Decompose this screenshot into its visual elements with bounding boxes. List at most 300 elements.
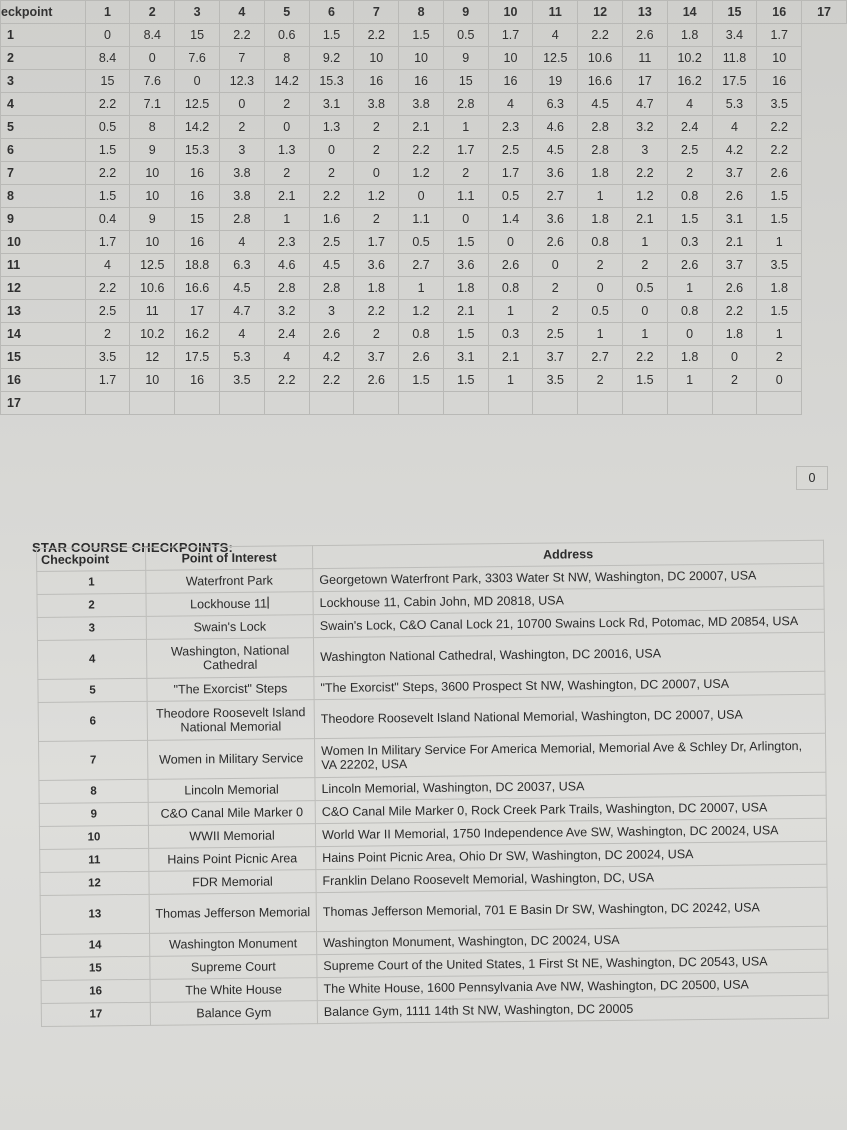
matrix-cell: [443, 392, 488, 415]
matrix-cell: 8.4: [85, 47, 130, 70]
matrix-cell: 2.1: [712, 231, 757, 254]
checkpoint-number: 1: [37, 570, 146, 594]
matrix-cell: 10.6: [578, 47, 623, 70]
matrix-cell: 1.5: [443, 369, 488, 392]
poi-column-header: Point of Interest: [145, 546, 312, 571]
matrix-cell: 0: [533, 254, 578, 277]
checkpoint-address: Washington Monument, Washington, DC 20024, USA: [317, 926, 828, 954]
matrix-row: [1, 369, 847, 392]
matrix-cell: 2.2: [757, 139, 802, 162]
matrix-cell: 1: [488, 300, 533, 323]
matrix-cell: 2: [667, 162, 712, 185]
checkpoint-number: 6: [38, 701, 147, 741]
matrix-cell: 1.8: [578, 162, 623, 185]
matrix-cell: 8.4: [130, 24, 175, 47]
matrix-cell: 1.8: [667, 346, 712, 369]
checkpoint-number: 14: [41, 933, 150, 957]
matrix-cell: 3: [220, 139, 265, 162]
matrix-row-label: 3: [1, 70, 86, 93]
matrix-cell: 0: [488, 231, 533, 254]
matrix-col-header: 7: [354, 1, 399, 24]
matrix-cell: 5.3: [712, 93, 757, 116]
checkpoint-address: Washington National Cathedral, Washington, DC 20016, USA: [313, 632, 824, 676]
matrix-cell: 1.5: [667, 208, 712, 231]
matrix-row-label: 16: [1, 369, 86, 392]
matrix-cell: [175, 392, 220, 415]
matrix-cell: 16.2: [175, 323, 220, 346]
matrix-cell: 2.3: [488, 116, 533, 139]
checkpoint-address: Lincoln Memorial, Washington, DC 20037, USA: [315, 772, 826, 800]
checkpoint-number: 9: [39, 802, 148, 826]
matrix-cell: 0.4: [85, 208, 130, 231]
matrix-cell: 2: [533, 277, 578, 300]
matrix-cell: 9.2: [309, 47, 354, 70]
matrix-cell: 14.2: [264, 70, 309, 93]
matrix-cell: 2: [623, 254, 668, 277]
matrix-cell: 1: [264, 208, 309, 231]
matrix-cell: 0: [264, 116, 309, 139]
matrix-row-label: 15: [1, 346, 86, 369]
checkpoint-number: 10: [39, 825, 148, 849]
matrix-cell: 4: [264, 346, 309, 369]
matrix-cell: 11: [130, 300, 175, 323]
matrix-cell: 2.1: [488, 346, 533, 369]
matrix-cell: 0: [130, 47, 175, 70]
matrix-col-header: 13: [623, 1, 668, 24]
matrix-cell: 12: [130, 346, 175, 369]
matrix-cell: 10: [130, 162, 175, 185]
matrix-col-header: 17: [802, 1, 847, 24]
checkpoints-table: [36, 540, 829, 1027]
matrix-cell: 2: [309, 162, 354, 185]
matrix-cell: 5.3: [220, 346, 265, 369]
matrix-cell: 2: [354, 323, 399, 346]
matrix-cell: 4: [712, 116, 757, 139]
matrix-cell: 1.7: [757, 24, 802, 47]
matrix-cell: 16: [175, 369, 220, 392]
matrix-cell: 16.6: [578, 70, 623, 93]
matrix-cell: 4.7: [220, 300, 265, 323]
matrix-cell: 3.1: [309, 93, 354, 116]
matrix-cell: 4.5: [309, 254, 354, 277]
matrix-cell: 1.7: [354, 231, 399, 254]
checkpoint-poi: Women in Military Service: [148, 739, 315, 780]
matrix-cell: 3.2: [264, 300, 309, 323]
matrix-cell: 2.8: [220, 208, 265, 231]
matrix-cell: 1.8: [443, 277, 488, 300]
matrix-row: [1, 116, 847, 139]
matrix-cell: 3.8: [220, 162, 265, 185]
checkpoint-number: 7: [39, 740, 148, 780]
checkpoint-poi: Washington, National Cathedral: [146, 638, 313, 679]
matrix-cell: 1.5: [85, 185, 130, 208]
matrix-cell: 10: [488, 47, 533, 70]
checkpoints-title: STAR COURSE CHECKPOINTS:: [32, 540, 234, 555]
matrix-col-header: 16: [757, 1, 802, 24]
matrix-row: [1, 346, 847, 369]
matrix-cell: 3: [309, 300, 354, 323]
checkpoint-address: Theodore Roosevelt Island National Memorial, Washington, DC 20007, USA: [314, 694, 825, 738]
matrix-row: [1, 185, 847, 208]
matrix-col-header: 9: [443, 1, 488, 24]
matrix-cell: 2: [354, 116, 399, 139]
matrix-cell: 0: [85, 24, 130, 47]
matrix-cell: 2.6: [399, 346, 444, 369]
matrix-cell: 2.8: [264, 277, 309, 300]
matrix-cell: 1.3: [264, 139, 309, 162]
matrix-cell: 1.7: [443, 139, 488, 162]
matrix-cell: 15: [175, 24, 220, 47]
matrix-cell: 3.6: [533, 208, 578, 231]
matrix-col-header: 14: [667, 1, 712, 24]
checkpoint-poi: FDR Memorial: [149, 870, 316, 895]
checkpoint-column-header: Checkpoint: [37, 547, 146, 571]
matrix-cell: 0.5: [578, 300, 623, 323]
matrix-cell: 2: [264, 162, 309, 185]
checkpoint-poi: Lincoln Memorial: [148, 778, 315, 803]
matrix-cell: 1.7: [488, 24, 533, 47]
matrix-cell: 14.2: [175, 116, 220, 139]
matrix-cell: 0: [712, 346, 757, 369]
checkpoint-address: C&O Canal Mile Marker 0, Rock Creek Park Trails, Washington, DC 20007, USA: [315, 795, 826, 823]
matrix-cell: 1.8: [757, 277, 802, 300]
matrix-cell: 1: [757, 323, 802, 346]
checkpoint-number: 3: [37, 616, 146, 640]
matrix-cell: 0.3: [488, 323, 533, 346]
matrix-col-header: 3: [175, 1, 220, 24]
matrix-cell: 3.7: [533, 346, 578, 369]
matrix-cell: 1.2: [354, 185, 399, 208]
matrix-cell: 9: [443, 47, 488, 70]
checkpoint-number: 5: [38, 678, 147, 702]
matrix-row-label: 1: [1, 24, 86, 47]
matrix-cell: 1.7: [85, 369, 130, 392]
matrix-cell: 1.5: [757, 185, 802, 208]
matrix-cell: 2.1: [623, 208, 668, 231]
matrix-cell: 10: [130, 185, 175, 208]
matrix-row-label: 5: [1, 116, 86, 139]
matrix-cell: 3.1: [443, 346, 488, 369]
matrix-row-label: 10: [1, 231, 86, 254]
matrix-cell: 1: [399, 277, 444, 300]
matrix-row-label: 2: [1, 47, 86, 70]
matrix-cell: 2.8: [578, 139, 623, 162]
matrix-row: [1, 47, 847, 70]
matrix-cell: 2: [443, 162, 488, 185]
matrix-cell: 2.2: [264, 369, 309, 392]
matrix-corner-label: eckpoint: [1, 1, 86, 24]
matrix-cell: 2: [757, 346, 802, 369]
checkpoint-poi: Thomas Jefferson Memorial: [149, 893, 316, 934]
matrix-cell: 2: [712, 369, 757, 392]
matrix-cell: 0.8: [578, 231, 623, 254]
matrix-cell: 2.1: [399, 116, 444, 139]
matrix-cell: 2.2: [354, 24, 399, 47]
matrix-row-label: 6: [1, 139, 86, 162]
matrix-cell: 15.3: [175, 139, 220, 162]
matrix-cell: 3.8: [399, 93, 444, 116]
checkpoint-address: Lockhouse 11, Cabin John, MD 20818, USA: [313, 586, 824, 614]
matrix-cell: 7.6: [175, 47, 220, 70]
checkpoint-address: World War II Memorial, 1750 Independence Ave SW, Washington, DC 20024, USA: [315, 818, 826, 846]
matrix-cell: [130, 392, 175, 415]
matrix-cell: 3.1: [712, 208, 757, 231]
matrix-cell: 4.6: [264, 254, 309, 277]
matrix-cell: 2: [578, 369, 623, 392]
checkpoint-poi: Theodore Roosevelt Island National Memorial: [147, 700, 314, 741]
matrix-cell: 0: [175, 70, 220, 93]
matrix-cell: 7.1: [130, 93, 175, 116]
matrix-cell: 2.6: [667, 254, 712, 277]
matrix-cell: 1.1: [443, 185, 488, 208]
matrix-header-row: [1, 1, 847, 24]
checkpoint-poi: Lockhouse 11: [146, 592, 313, 617]
matrix-cell: 2.6: [533, 231, 578, 254]
matrix-cell: 4: [667, 93, 712, 116]
matrix-cell: 1.5: [757, 208, 802, 231]
checkpoint-poi: Waterfront Park: [146, 569, 313, 594]
matrix-cell: 1.3: [309, 116, 354, 139]
matrix-cell: 2: [533, 300, 578, 323]
matrix-cell: 1: [488, 369, 533, 392]
matrix-cell: 2: [85, 323, 130, 346]
matrix-cell: 1.1: [399, 208, 444, 231]
matrix-row: [1, 300, 847, 323]
matrix-cell: 4: [220, 323, 265, 346]
matrix-cell: 4.6: [533, 116, 578, 139]
checkpoint-address: Balance Gym, 1111 14th St NW, Washington, DC 20005: [317, 995, 828, 1023]
matrix-cell: 2.2: [623, 346, 668, 369]
matrix-cell: 11: [623, 47, 668, 70]
matrix-cell: 2: [354, 139, 399, 162]
matrix-cell: 10: [399, 47, 444, 70]
matrix-cell: 2.6: [712, 277, 757, 300]
matrix-cell: 2.5: [667, 139, 712, 162]
matrix-cell: 2.7: [399, 254, 444, 277]
matrix-cell: 6.3: [220, 254, 265, 277]
matrix-cell: 10.2: [130, 323, 175, 346]
matrix-cell: 2: [264, 93, 309, 116]
matrix-cell: 17: [175, 300, 220, 323]
matrix-cell: 10: [130, 231, 175, 254]
matrix-col-header: 1: [85, 1, 130, 24]
matrix-cell: 3.5: [85, 346, 130, 369]
matrix-row: [1, 139, 847, 162]
matrix-cell: 4: [220, 231, 265, 254]
matrix-cell: 2.6: [309, 323, 354, 346]
matrix-cell: 1.6: [309, 208, 354, 231]
checkpoint-poi: Swain's Lock: [146, 615, 313, 640]
matrix-cell: 1.5: [85, 139, 130, 162]
text-cursor: [268, 597, 269, 609]
matrix-cell: 4: [85, 254, 130, 277]
matrix-cell: 0: [578, 277, 623, 300]
matrix-cell: 2.8: [443, 93, 488, 116]
matrix-col-header: 4: [220, 1, 265, 24]
matrix-cell: 2.2: [354, 300, 399, 323]
matrix-cell: 1.7: [85, 231, 130, 254]
matrix-cell: 2.6: [623, 24, 668, 47]
matrix-cell: 2.4: [264, 323, 309, 346]
matrix-cell: 3.6: [354, 254, 399, 277]
checkpoint-number: 11: [40, 848, 149, 872]
matrix-cell: 4: [533, 24, 578, 47]
matrix-cell: 0.6: [264, 24, 309, 47]
matrix-cell: 15: [443, 70, 488, 93]
matrix-cell: 0: [309, 139, 354, 162]
checkpoint-number: 4: [37, 639, 146, 679]
matrix-row: [1, 323, 847, 346]
matrix-col-header: 6: [309, 1, 354, 24]
matrix-cell: 1.5: [399, 24, 444, 47]
matrix-cell: [578, 392, 623, 415]
matrix-cell: 1: [667, 277, 712, 300]
checkpoint-number: 13: [40, 894, 149, 934]
matrix-cell: [264, 392, 309, 415]
matrix-cell: [757, 392, 802, 415]
matrix-cell: 10.6: [130, 277, 175, 300]
matrix-cell: 2.2: [623, 162, 668, 185]
matrix-col-header: 11: [533, 1, 578, 24]
matrix-cell: 6.3: [533, 93, 578, 116]
matrix-cell: 2.6: [757, 162, 802, 185]
checkpoint-address: Georgetown Waterfront Park, 3303 Water St NW, Washington, DC 20007, USA: [313, 563, 824, 591]
matrix-cell: 16.2: [667, 70, 712, 93]
matrix-row: [1, 392, 847, 415]
checkpoint-poi: "The Exorcist" Steps: [147, 677, 314, 702]
matrix-cell: 7: [220, 47, 265, 70]
matrix-cell: 0.8: [667, 300, 712, 323]
checkpoint-address: Supreme Court of the United States, 1 First St NE, Washington, DC 20543, USA: [317, 949, 828, 977]
matrix-row: [1, 277, 847, 300]
matrix-cell: 2.2: [712, 300, 757, 323]
matrix-cell: 1: [623, 231, 668, 254]
matrix-cell: [667, 392, 712, 415]
matrix-cell: 10.2: [667, 47, 712, 70]
matrix-cell: 3.5: [220, 369, 265, 392]
matrix-row-label: 13: [1, 300, 86, 323]
matrix-cell: 2.1: [264, 185, 309, 208]
matrix-cell: 0: [623, 300, 668, 323]
matrix-col-header: 10: [488, 1, 533, 24]
matrix-cell: 11.8: [712, 47, 757, 70]
matrix-cell: [488, 392, 533, 415]
matrix-cell: 1.5: [623, 369, 668, 392]
matrix-cell: 3.8: [220, 185, 265, 208]
matrix-cell: 2.2: [309, 185, 354, 208]
matrix-cell: 1.2: [399, 162, 444, 185]
checkpoint-number: 12: [40, 871, 149, 895]
matrix-cell: 18.8: [175, 254, 220, 277]
matrix-row-label: 8: [1, 185, 86, 208]
matrix-cell: 0.5: [399, 231, 444, 254]
distance-matrix: [0, 0, 847, 415]
matrix-cell: 1: [757, 231, 802, 254]
matrix-cell: [309, 392, 354, 415]
matrix-cell: 2.8: [309, 277, 354, 300]
checkpoint-number: 8: [39, 779, 148, 803]
matrix-cell: 3.7: [712, 254, 757, 277]
matrix-cell: 0.3: [667, 231, 712, 254]
matrix-cell: 2.5: [488, 139, 533, 162]
matrix-cell: 1: [578, 323, 623, 346]
matrix-cell: 3.6: [533, 162, 578, 185]
matrix-cell: 2.2: [85, 93, 130, 116]
matrix-cell: [623, 392, 668, 415]
checkpoint-number: 15: [41, 956, 150, 980]
matrix-cell: 1.5: [399, 369, 444, 392]
matrix-cell: 4.5: [220, 277, 265, 300]
matrix-cell: 2.5: [85, 300, 130, 323]
matrix-col-header: 15: [712, 1, 757, 24]
matrix-cell: 1.5: [309, 24, 354, 47]
checkpoint-number: 16: [41, 979, 150, 1003]
matrix-cell: 3.7: [712, 162, 757, 185]
matrix-cell: 0.5: [623, 277, 668, 300]
matrix-col-header: 2: [130, 1, 175, 24]
matrix-cell: 1.8: [667, 24, 712, 47]
checkpoint-number: 17: [41, 1002, 150, 1026]
matrix-cell: 1.2: [399, 300, 444, 323]
matrix-cell: 0.5: [85, 116, 130, 139]
matrix-cell: 2.5: [533, 323, 578, 346]
matrix-row-label: 7: [1, 162, 86, 185]
matrix-cell: 0: [220, 93, 265, 116]
matrix-cell: 3.2: [623, 116, 668, 139]
matrix-cell: 2.6: [712, 185, 757, 208]
matrix-row-label: 9: [1, 208, 86, 231]
matrix-cell: 12.3: [220, 70, 265, 93]
matrix-cell: 16: [399, 70, 444, 93]
matrix-cell: 1.4: [488, 208, 533, 231]
matrix-cell: 16: [757, 70, 802, 93]
checkpoint-address: Hains Point Picnic Area, Ohio Dr SW, Washington, DC 20024, USA: [316, 841, 827, 869]
matrix-cell: 2: [220, 116, 265, 139]
matrix-row: [1, 70, 847, 93]
matrix-cell: [712, 392, 757, 415]
matrix-cell: 1.2: [623, 185, 668, 208]
matrix-cell: 1.5: [443, 323, 488, 346]
matrix-cell: 2.7: [533, 185, 578, 208]
matrix-cell: 3.7: [354, 346, 399, 369]
matrix-row-label: 14: [1, 323, 86, 346]
matrix-cell: 2.5: [309, 231, 354, 254]
checkpoint-poi: Balance Gym: [150, 1001, 317, 1026]
matrix-cell: 3.6: [443, 254, 488, 277]
matrix-cell: 2: [354, 208, 399, 231]
matrix-cell: 15: [85, 70, 130, 93]
matrix-cell: 16: [488, 70, 533, 93]
checkpoint-address: Swain's Lock, C&O Canal Lock 21, 10700 Swains Lock Rd, Potomac, MD 20854, USA: [313, 609, 824, 637]
matrix-cell: 1.5: [757, 300, 802, 323]
matrix-cell: 16.6: [175, 277, 220, 300]
matrix-cell: 10: [757, 47, 802, 70]
matrix-cell: 2.2: [309, 369, 354, 392]
matrix-col-header: 12: [578, 1, 623, 24]
matrix-col-header: 5: [264, 1, 309, 24]
checkpoint-address: "The Exorcist" Steps, 3600 Prospect St NW, Washington, DC 20007, USA: [314, 671, 825, 699]
matrix-row: [1, 254, 847, 277]
matrix-row: [1, 208, 847, 231]
matrix-cell: 2.6: [354, 369, 399, 392]
matrix-cell: 15: [175, 208, 220, 231]
matrix-cell: 1: [667, 369, 712, 392]
matrix-row: [1, 24, 847, 47]
matrix-cell: 1: [443, 116, 488, 139]
matrix-cell: 1: [623, 323, 668, 346]
matrix-cell: 2.2: [399, 139, 444, 162]
checkpoint-number: 2: [37, 593, 146, 617]
